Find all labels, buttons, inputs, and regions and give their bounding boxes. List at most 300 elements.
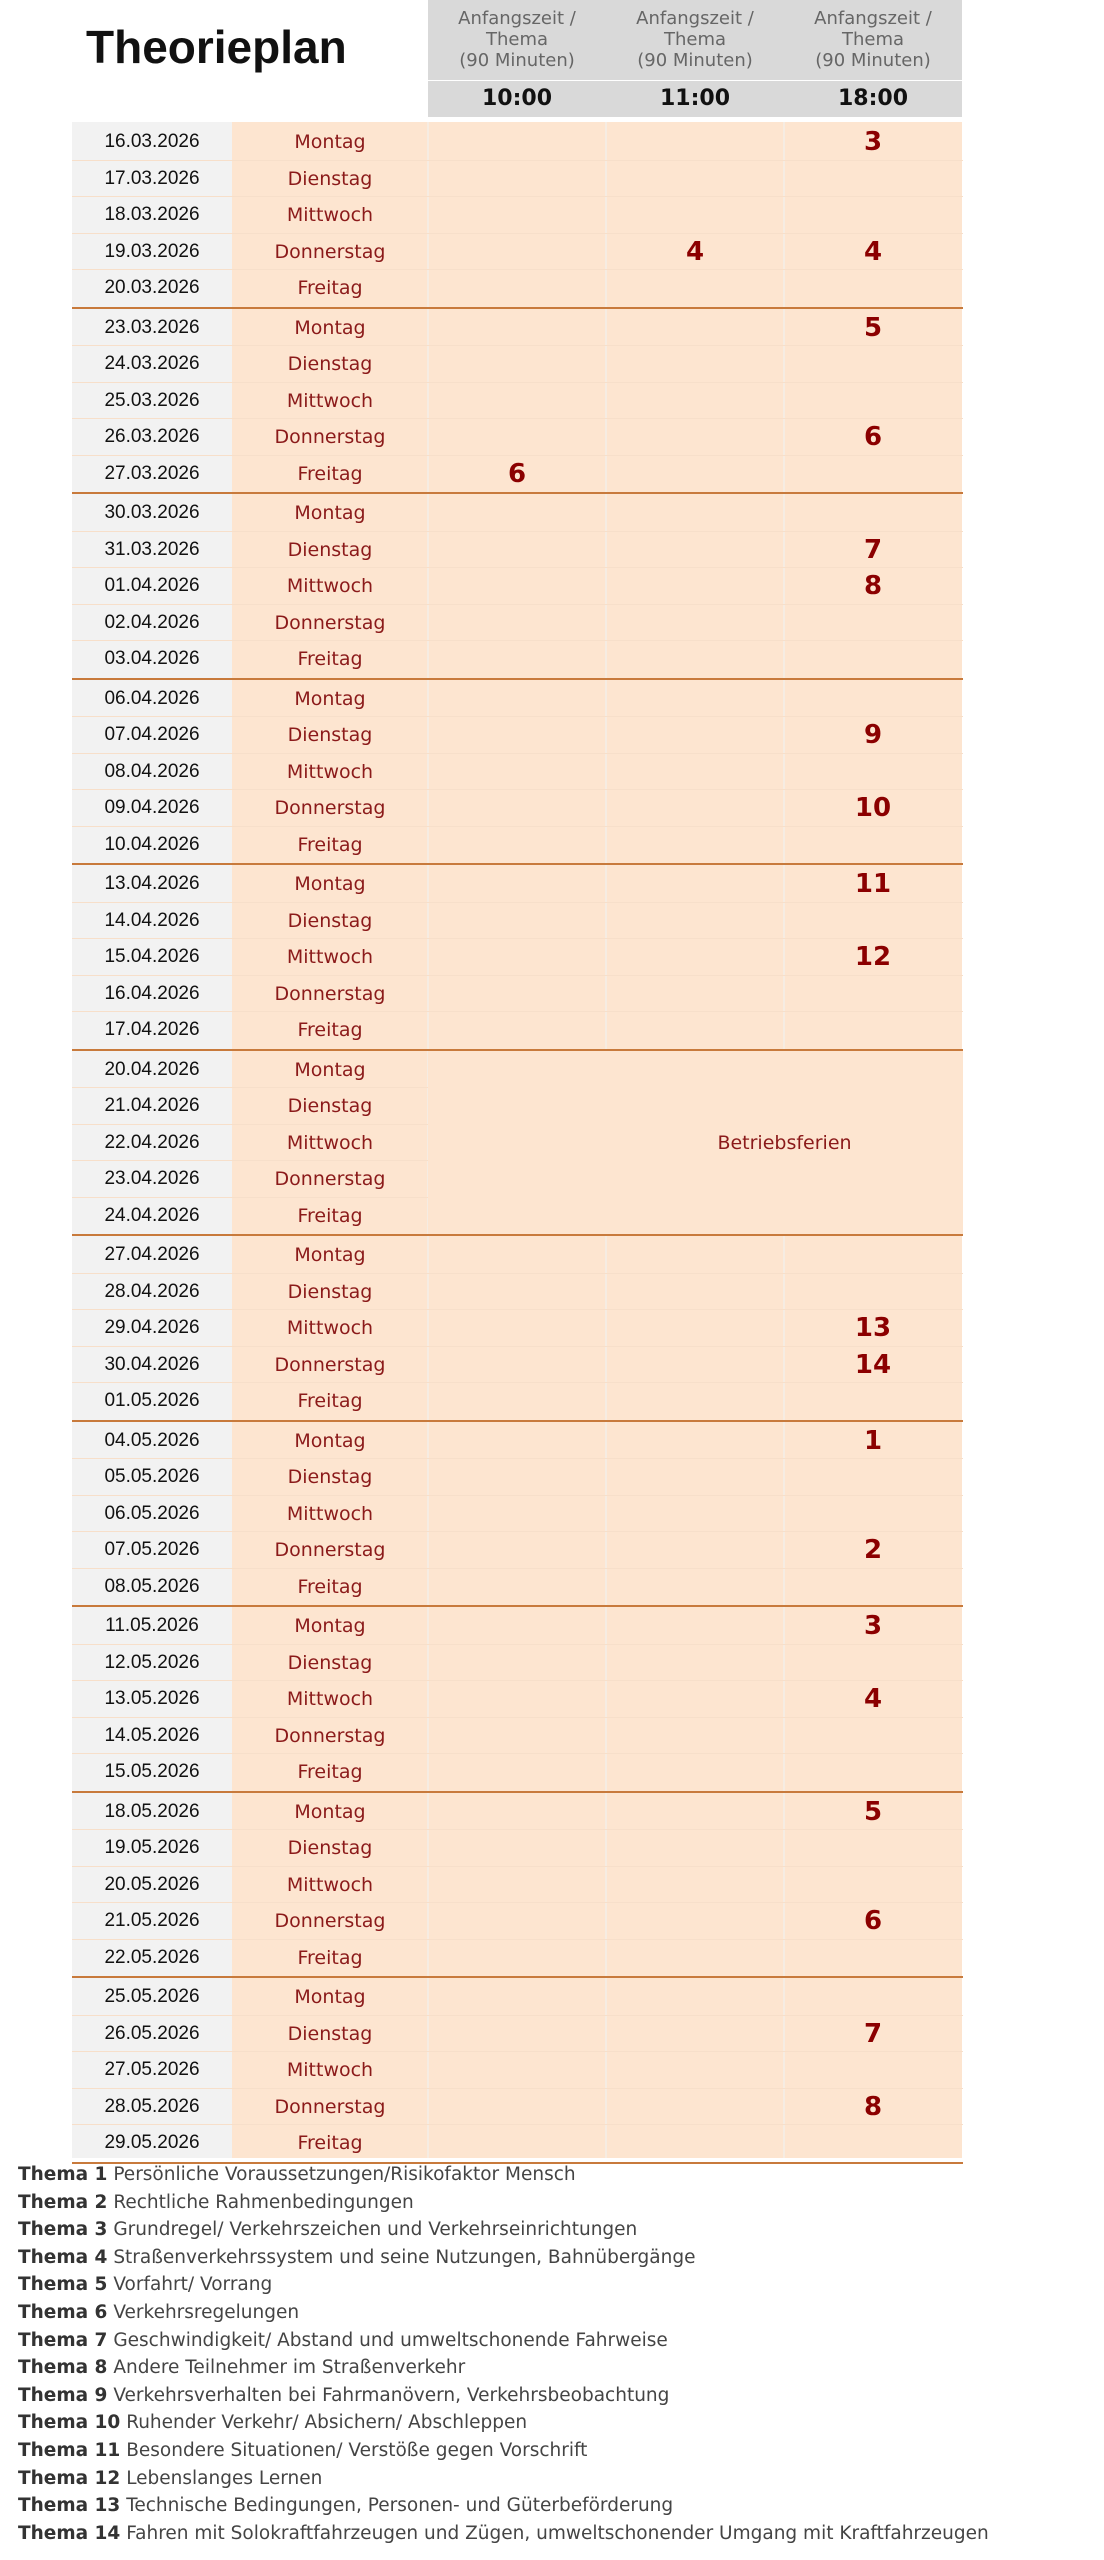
weekday-cell: Freitag <box>297 277 363 299</box>
topic-cell: 4 <box>863 236 883 267</box>
topic-cell <box>606 976 784 1012</box>
table-row <box>72 903 963 940</box>
topic-cell <box>606 2016 784 2052</box>
table-row <box>72 754 963 791</box>
topic-cell <box>428 866 606 902</box>
topic-cell <box>428 1569 606 1606</box>
topic-cell <box>784 605 962 641</box>
table-row <box>72 2052 963 2089</box>
column-header-1800 <box>784 0 962 117</box>
topic-cell <box>428 1423 606 1459</box>
weekday-cell: Mittwoch <box>286 760 374 783</box>
topic-cell: 4 <box>685 236 705 267</box>
topic-cell <box>606 2052 784 2088</box>
legend-text: Persönliche Voraussetzungen/Risikofaktor Mensch <box>113 2164 576 2185</box>
table-row <box>72 1237 963 1274</box>
weekday-cell: Freitag <box>297 1946 363 1969</box>
date-cell: 18.05.2026 <box>104 1800 200 1822</box>
topic-cell <box>606 1608 784 1644</box>
legend-text: Andere Teilnehmer im Straßenverkehr <box>113 2357 466 2379</box>
date-cell: 29.05.2026 <box>104 2132 200 2153</box>
date-cell: 12.05.2026 <box>104 1651 200 1673</box>
theme-legend <box>18 2161 1078 2547</box>
topic-cell <box>784 1979 962 2015</box>
topic-cell: 3 <box>863 127 883 157</box>
weekday-cell: Montag <box>294 1615 366 1637</box>
legend-label: Thema 5 <box>18 2274 108 2296</box>
table-row <box>72 827 963 864</box>
topic-cell <box>784 1645 962 1681</box>
date-cell: 27.05.2026 <box>104 2059 200 2080</box>
weekday-cell: Mittwoch <box>286 1317 374 1339</box>
topic-cell <box>784 1383 962 1420</box>
legend-text: Grundregel/ Verkehrszeichen und Verkehrseinrichtungen <box>113 2219 638 2241</box>
weekday-cell: Dienstag <box>287 724 373 746</box>
legend-item <box>18 2437 1078 2465</box>
weekday-cell: Montag <box>294 131 366 153</box>
topic-cell <box>784 346 962 382</box>
topic-cell <box>606 1940 784 1977</box>
table-row <box>72 866 963 903</box>
legend-label: Thema 10 <box>18 2412 121 2434</box>
date-cell: 08.04.2026 <box>104 760 200 782</box>
legend-text: Verkehrsverhalten bei Fahrmanövern, Verkehrsbeobachtung <box>113 2384 670 2406</box>
weekday-cell: Dienstag <box>287 538 373 561</box>
topic-cell <box>784 1830 962 1866</box>
table-row <box>72 1754 963 1791</box>
weekday-cell: Freitag <box>297 1390 363 1412</box>
topic-cell <box>428 790 606 826</box>
weekday-cell: Dienstag <box>287 167 373 190</box>
date-cell: 17.03.2026 <box>104 167 200 189</box>
date-cell: 14.05.2026 <box>104 1724 200 1746</box>
topic-cell: 6 <box>863 422 883 452</box>
legend-label: Thema 9 <box>18 2384 108 2406</box>
topic-cell <box>784 1459 962 1495</box>
date-cell: 21.05.2026 <box>104 1910 200 1931</box>
table-row <box>72 568 963 605</box>
topic-cell <box>428 1903 606 1939</box>
weekday-cell: Dienstag <box>287 353 373 375</box>
weekday-cell: Dienstag <box>287 1466 373 1488</box>
topic-cell <box>428 234 606 270</box>
date-cell: 09.04.2026 <box>104 797 200 818</box>
legend-text: Rechtliche Rahmenbedingungen <box>113 2191 414 2213</box>
weekday-cell: Montag <box>294 687 366 710</box>
topic-cell <box>428 1754 606 1791</box>
topic-cell <box>784 1569 962 1606</box>
topic-cell <box>606 827 784 864</box>
column-header-1000 <box>428 0 606 117</box>
topic-cell <box>428 346 606 382</box>
topic-cell <box>428 1718 606 1754</box>
date-cell: 23.03.2026 <box>104 316 200 338</box>
column-header-1100 <box>606 0 784 117</box>
topic-cell <box>606 1274 784 1310</box>
weekday-cell: Mittwoch <box>286 389 374 412</box>
table-row <box>72 1347 963 1384</box>
week-separator <box>72 492 963 494</box>
topic-cell <box>606 1569 784 1606</box>
topic-cell <box>606 270 784 307</box>
date-cell: 20.05.2026 <box>104 1873 200 1895</box>
table-row <box>72 1274 963 1311</box>
weekday-cell: Mittwoch <box>286 1873 374 1896</box>
topic-cell: 12 <box>854 942 892 972</box>
topic-cell <box>428 1608 606 1644</box>
topic-cell <box>428 754 606 790</box>
date-cell: 24.03.2026 <box>104 353 200 374</box>
topic-cell <box>784 827 962 864</box>
weekday-cell: Freitag <box>297 833 363 856</box>
date-cell: 27.03.2026 <box>104 462 200 484</box>
legend-item <box>18 2189 1078 2217</box>
date-cell: 22.04.2026 <box>104 1131 200 1153</box>
table-row <box>72 1940 963 1977</box>
table-row <box>72 197 963 234</box>
topic-cell <box>428 1012 606 1049</box>
legend-label: Thema 14 <box>18 2522 121 2544</box>
topic-cell <box>428 1310 606 1346</box>
table-row <box>72 681 963 718</box>
table-row <box>72 1310 963 1347</box>
week-separator <box>72 1420 963 1422</box>
date-cell: 26.03.2026 <box>104 426 200 447</box>
topic-cell <box>606 495 784 531</box>
topic-cell <box>428 717 606 753</box>
topic-cell <box>784 1496 962 1532</box>
date-cell: 24.04.2026 <box>104 1204 200 1226</box>
weekday-cell: Freitag <box>297 1575 363 1598</box>
table-row <box>72 1569 963 1606</box>
topic-cell <box>428 1274 606 1310</box>
topic-cell <box>606 790 784 826</box>
topic-cell: 2 <box>863 1535 883 1565</box>
topic-cell <box>428 161 606 197</box>
date-cell: 30.03.2026 <box>104 502 200 523</box>
weekday-cell: Montag <box>294 316 366 339</box>
topic-cell <box>428 1383 606 1420</box>
table-row <box>72 1794 963 1831</box>
week-separator <box>72 863 963 865</box>
date-cell: 08.05.2026 <box>104 1575 200 1597</box>
topic-cell: 11 <box>854 869 892 899</box>
date-cell: 06.05.2026 <box>104 1502 200 1524</box>
weekday-cell: Donnerstag <box>274 1910 386 1932</box>
topic-cell: 1 <box>863 1425 883 1456</box>
table-row <box>72 346 963 383</box>
date-cell: 11.05.2026 <box>105 1615 199 1636</box>
table-row <box>72 1532 963 1569</box>
topic-cell <box>784 495 962 531</box>
topic-cell <box>428 605 606 641</box>
topic-cell <box>606 1237 784 1273</box>
topic-cell <box>784 641 962 678</box>
topic-cell <box>784 1940 962 1977</box>
topic-cell <box>606 2125 784 2162</box>
schedule-table <box>72 122 963 2158</box>
table-row <box>72 1681 963 1718</box>
topic-cell <box>428 1645 606 1681</box>
topic-cell <box>606 1645 784 1681</box>
legend-item <box>18 2216 1078 2244</box>
topic-cell <box>606 1754 784 1791</box>
date-cell: 31.03.2026 <box>104 538 200 560</box>
date-cell: 07.05.2026 <box>104 1539 200 1560</box>
legend-item <box>18 2271 1078 2299</box>
topic-cell <box>606 1012 784 1049</box>
topic-cell <box>428 1459 606 1495</box>
date-cell: 16.03.2026 <box>104 131 200 152</box>
table-row <box>72 1012 963 1049</box>
topic-cell: 6 <box>863 1906 883 1936</box>
week-separator <box>72 1976 963 1978</box>
weekday-cell: Donnerstag <box>274 1539 386 1561</box>
topic-cell <box>784 1237 962 1273</box>
legend-item <box>18 2520 1078 2548</box>
legend-text: Verkehrsregelungen <box>113 2301 300 2323</box>
header-line: Anfangszeit / <box>814 8 932 29</box>
topic-cell <box>606 1347 784 1383</box>
topic-cell: 10 <box>854 793 892 823</box>
date-cell: 19.03.2026 <box>104 240 200 262</box>
date-cell: 16.04.2026 <box>104 982 200 1004</box>
topic-cell <box>428 903 606 939</box>
legend-item <box>18 2465 1078 2493</box>
topic-cell <box>428 1830 606 1866</box>
table-row <box>72 234 963 271</box>
topic-cell <box>428 2052 606 2088</box>
table-row <box>72 532 963 569</box>
weekday-cell: Dienstag <box>287 1280 373 1303</box>
topic-cell <box>606 197 784 233</box>
table-row <box>72 1608 963 1645</box>
topic-cell <box>606 605 784 641</box>
weekday-cell: Montag <box>294 1058 366 1081</box>
legend-label: Thema 6 <box>18 2301 108 2323</box>
topic-cell <box>606 419 784 455</box>
weekday-cell: Donnerstag <box>274 1353 386 1376</box>
weekday-cell: Freitag <box>297 1761 363 1783</box>
topic-cell <box>784 383 962 419</box>
topic-cell <box>428 197 606 233</box>
date-cell: 14.04.2026 <box>104 909 200 931</box>
weekday-cell: Donnerstag <box>274 797 386 819</box>
table-row <box>72 1645 963 1682</box>
table-row <box>72 456 963 493</box>
topic-cell <box>428 1496 606 1532</box>
table-row <box>72 270 963 307</box>
date-cell: 17.04.2026 <box>104 1019 200 1040</box>
weekday-cell: Dienstag <box>287 1837 373 1859</box>
legend-item <box>18 2409 1078 2437</box>
weekday-cell: Mittwoch <box>286 946 374 968</box>
legend-text: Besondere Situationen/ Verstöße gegen Vorschrift <box>126 2439 588 2461</box>
date-cell: 02.04.2026 <box>104 611 200 633</box>
topic-cell: 3 <box>863 1611 883 1641</box>
topic-cell <box>606 866 784 902</box>
topic-cell <box>428 681 606 717</box>
date-cell: 07.04.2026 <box>104 724 200 745</box>
table-row <box>72 605 963 642</box>
topic-cell <box>606 1830 784 1866</box>
topic-cell <box>428 270 606 307</box>
weekday-cell: Donnerstag <box>274 426 386 448</box>
header-line: Thema <box>841 29 905 50</box>
date-cell: 18.03.2026 <box>104 204 200 225</box>
date-cell: 20.03.2026 <box>104 277 200 298</box>
date-cell: 13.04.2026 <box>104 873 200 894</box>
topic-cell <box>428 2125 606 2162</box>
betriebsferien-label: Betriebsferien <box>717 1131 852 1154</box>
weekday-cell: Freitag <box>297 648 363 670</box>
table-row <box>72 1383 963 1420</box>
topic-cell <box>606 1681 784 1717</box>
topic-cell: 6 <box>507 458 527 489</box>
date-cell: 04.05.2026 <box>104 1429 200 1451</box>
table-row <box>72 939 963 976</box>
legend-label: Thema 1 <box>18 2164 108 2185</box>
date-cell: 27.04.2026 <box>104 1244 200 1265</box>
topic-cell: 13 <box>854 1313 892 1343</box>
legend-label: Thema 11 <box>18 2439 121 2461</box>
weekday-cell: Montag <box>294 1429 366 1452</box>
date-cell: 29.04.2026 <box>104 1317 200 1338</box>
topic-cell <box>606 532 784 568</box>
topic-cell <box>606 310 784 346</box>
topic-cell <box>606 346 784 382</box>
header-line: (90 Minuten) <box>637 50 753 71</box>
date-cell: 20.04.2026 <box>104 1058 200 1080</box>
topic-cell <box>784 1754 962 1791</box>
topic-cell <box>428 310 606 346</box>
legend-text: Geschwindigkeit/ Abstand und umweltschonende Fahrweise <box>113 2329 668 2351</box>
header-line: Thema <box>485 29 549 50</box>
date-cell: 22.05.2026 <box>104 1946 200 1968</box>
weekday-cell: Montag <box>294 1986 366 2008</box>
topic-cell <box>606 124 784 160</box>
topic-cell <box>428 532 606 568</box>
topic-cell <box>606 2089 784 2125</box>
topic-cell <box>606 939 784 975</box>
legend-text: Straßenverkehrssystem und seine Nutzungen, Bahnübergänge <box>113 2246 696 2268</box>
weekday-cell: Montag <box>294 873 366 895</box>
topic-cell <box>606 754 784 790</box>
legend-item <box>18 2382 1078 2410</box>
weekday-cell: Mittwoch <box>286 2059 374 2081</box>
table-row <box>72 1979 963 2016</box>
weekday-cell: Dienstag <box>287 1095 373 1117</box>
weekday-cell: Donnerstag <box>274 982 386 1005</box>
topic-cell <box>606 1423 784 1459</box>
weekday-cell: Freitag <box>297 1204 363 1227</box>
topic-cell <box>784 1867 962 1903</box>
topic-cell <box>784 2125 962 2162</box>
topic-cell: 5 <box>863 1796 883 1827</box>
topic-cell: 9 <box>863 720 883 750</box>
table-row <box>72 1423 963 1460</box>
topic-cell <box>784 976 962 1012</box>
topic-cell <box>428 1237 606 1273</box>
week-separator <box>72 678 963 680</box>
topic-cell: 14 <box>854 1349 892 1380</box>
legend-item <box>18 2299 1078 2327</box>
weekday-cell: Montag <box>294 1244 366 1266</box>
column-header-caption <box>428 0 606 80</box>
topic-cell: 5 <box>863 312 883 343</box>
header-line: Anfangszeit / <box>458 8 576 29</box>
weekday-cell: Dienstag <box>287 2022 373 2045</box>
weekday-cell: Dienstag <box>287 909 373 932</box>
weekday-cell: Donnerstag <box>274 611 386 634</box>
table-row <box>72 1867 963 1904</box>
date-cell: 28.05.2026 <box>104 2095 200 2117</box>
table-row <box>72 124 963 161</box>
topic-cell <box>606 1496 784 1532</box>
topic-cell <box>784 1718 962 1754</box>
header-line: Anfangszeit / <box>636 8 754 29</box>
legend-label: Thema 2 <box>18 2191 108 2213</box>
topic-cell <box>428 419 606 455</box>
table-row <box>72 1903 963 1940</box>
week-separator <box>72 307 963 309</box>
date-cell: 06.04.2026 <box>104 687 200 709</box>
legend-label: Thema 4 <box>18 2246 108 2268</box>
topic-cell <box>784 270 962 307</box>
date-cell: 01.05.2026 <box>104 1390 200 1411</box>
topic-cell <box>606 681 784 717</box>
legend-label: Thema 3 <box>18 2219 108 2241</box>
topic-cell: 8 <box>863 571 883 601</box>
week-separator <box>72 1234 963 1236</box>
weekday-cell: Montag <box>294 502 366 524</box>
date-cell: 13.05.2026 <box>104 1688 200 1709</box>
week-separator <box>72 1605 963 1607</box>
date-cell: 25.03.2026 <box>104 389 200 411</box>
topic-cell <box>606 1459 784 1495</box>
table-row <box>72 976 963 1013</box>
topic-cell <box>428 1347 606 1383</box>
table-row <box>72 310 963 347</box>
topic-cell <box>606 1532 784 1568</box>
legend-text: Technische Bedingungen, Personen- und Güterbeförderung <box>126 2495 674 2517</box>
topic-cell <box>428 495 606 531</box>
table-row <box>72 1496 963 1533</box>
topic-cell <box>428 827 606 864</box>
topic-cell <box>428 1794 606 1830</box>
legend-item <box>18 2492 1078 2520</box>
legend-label: Thema 8 <box>18 2357 108 2379</box>
weekday-cell: Dienstag <box>287 1651 373 1674</box>
legend-label: Thema 12 <box>18 2467 121 2489</box>
page-title: Theorieplan <box>86 21 347 73</box>
legend-item <box>18 2244 1078 2272</box>
column-header-caption <box>784 0 962 80</box>
topic-cell <box>606 641 784 678</box>
topic-cell <box>784 456 962 493</box>
topic-cell: 7 <box>863 534 883 565</box>
weekday-cell: Freitag <box>297 2132 363 2154</box>
topic-cell <box>606 1310 784 1346</box>
topic-cell <box>606 1794 784 1830</box>
weekday-cell: Mittwoch <box>286 1688 374 1710</box>
topic-cell <box>784 1012 962 1049</box>
column-time: 11:00 <box>606 80 784 117</box>
topic-cell: 8 <box>863 2091 883 2122</box>
header-line: (90 Minuten) <box>815 50 931 71</box>
topic-cell <box>606 568 784 604</box>
topic-cell: 4 <box>863 1684 883 1714</box>
